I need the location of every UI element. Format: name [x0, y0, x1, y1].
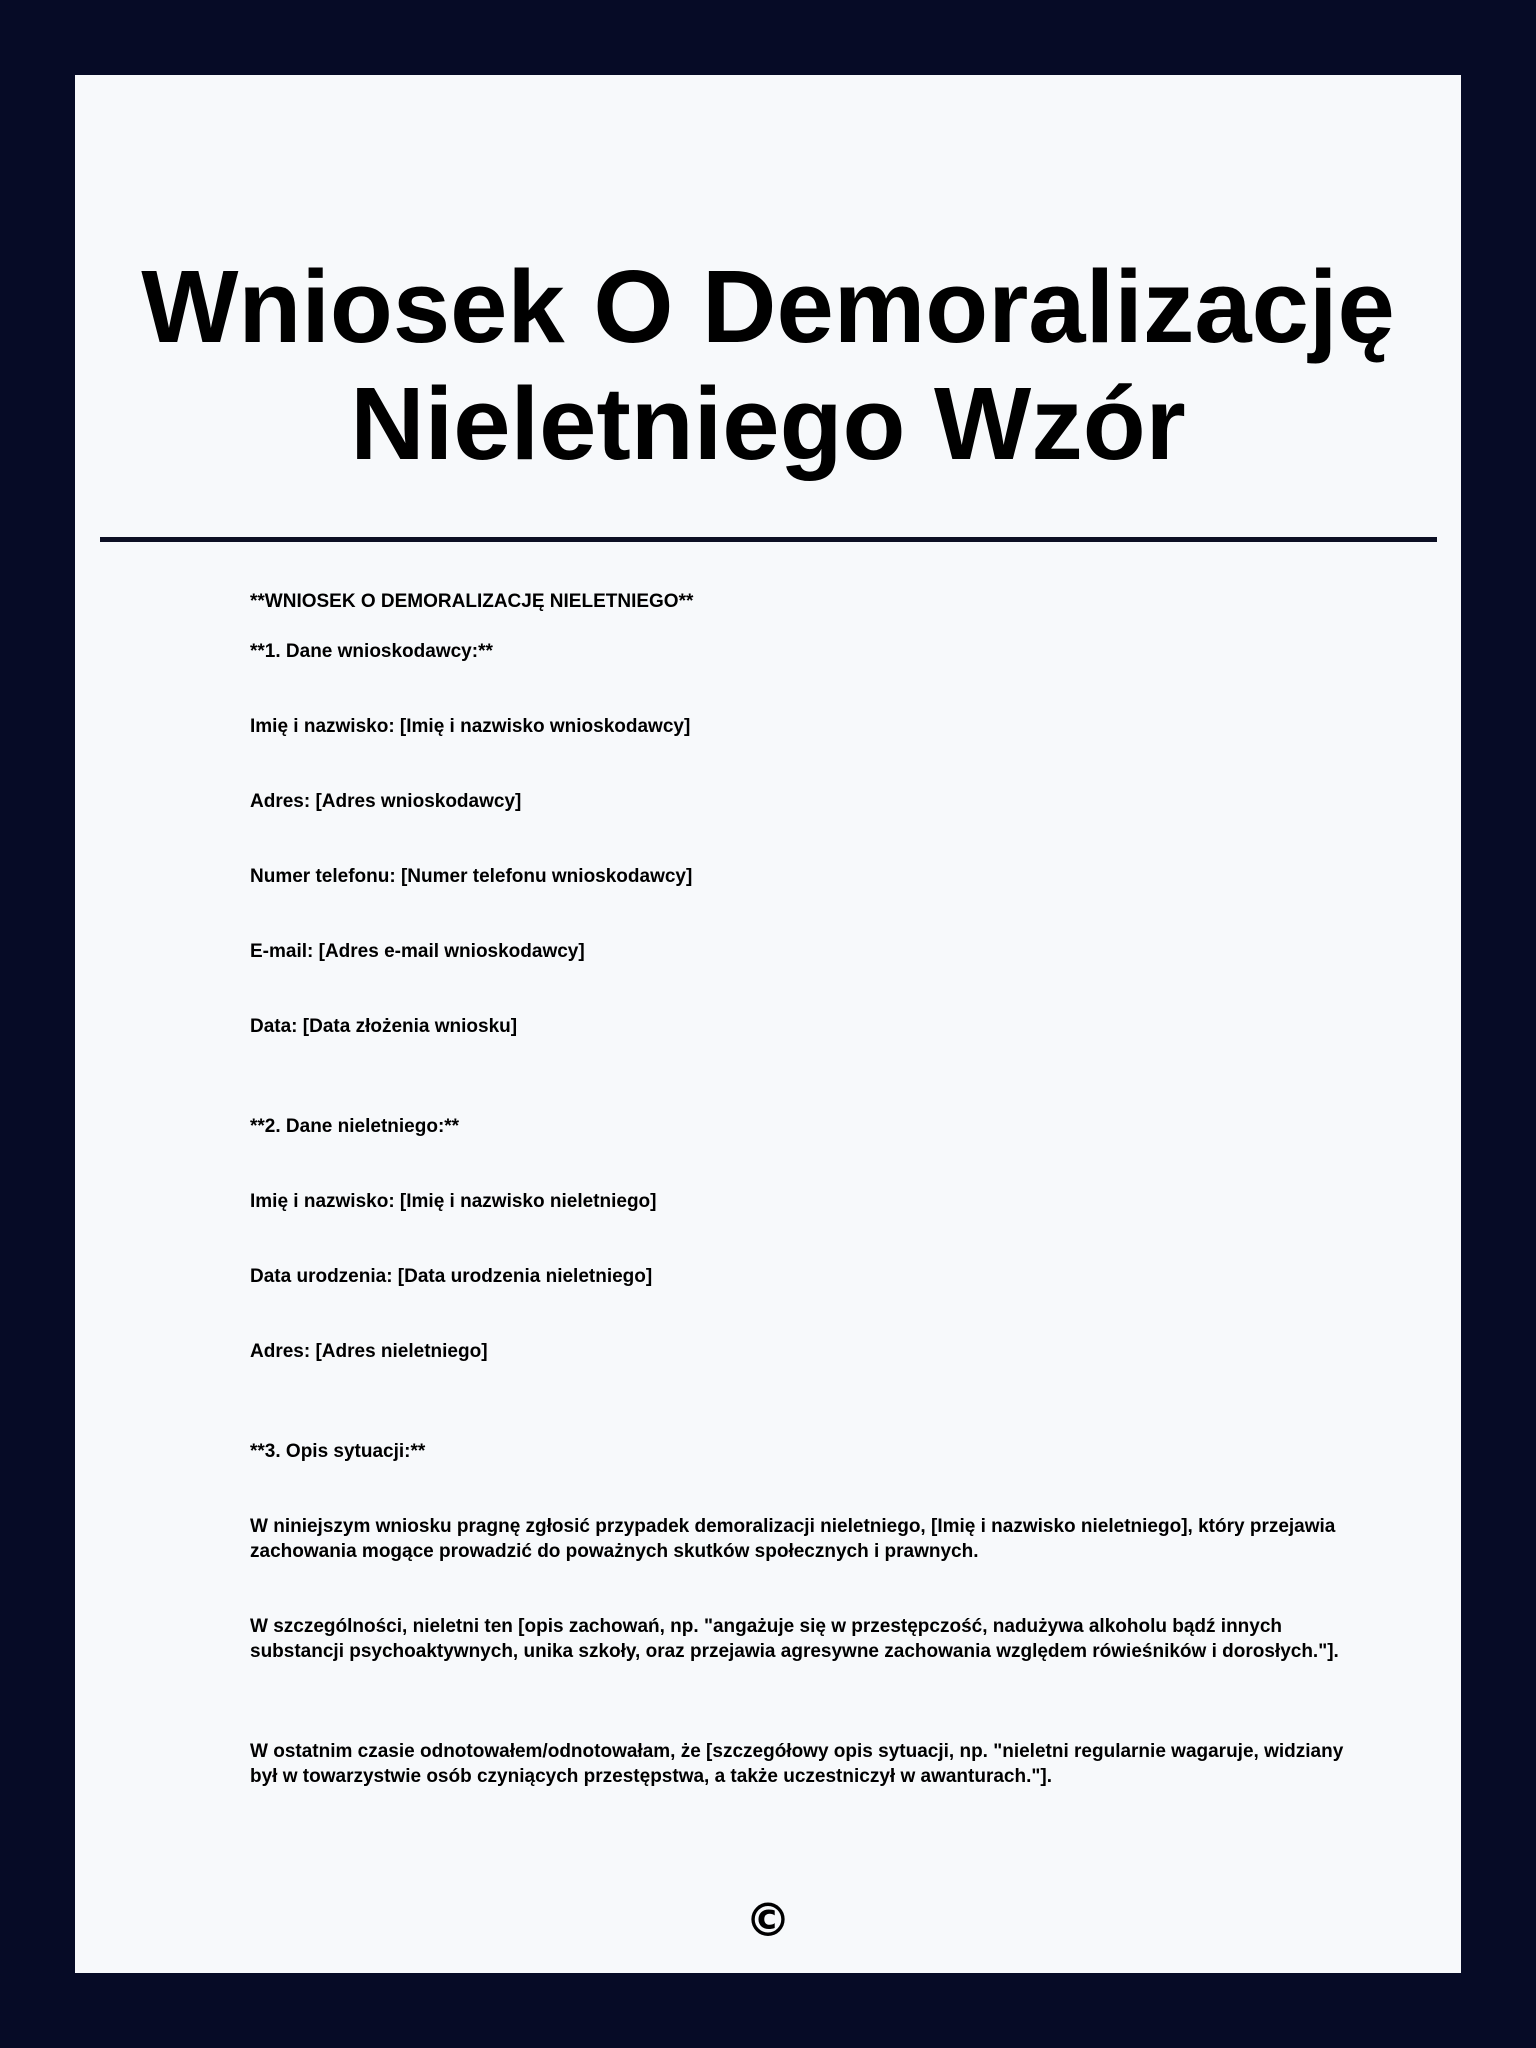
application-date-line: Data: [Data złożenia wniosku] — [250, 1016, 518, 1037]
document-title-line-1: Wniosek O Demoralizację — [141, 249, 1395, 364]
situation-paragraph-2: W szczególności, nieletni ten [opis zachowań, np. "angażuje się w przestępczość, nadużywa alkoholu bądź innych substancji psychoaktywnych, unika szkoły, oraz przejawia agresywne zachowania względem rówieśników i dorosłych."]. — [250, 1616, 1339, 1662]
document-title-line-2: Nieletniego Wzór — [350, 366, 1186, 481]
document-heading: **WNIOSEK O DEMORALIZACJĘ NIELETNIEGO** — [250, 591, 694, 612]
section-1-heading: **1. Dane wnioskodawcy:** — [250, 641, 493, 662]
minor-name-line: Imię i nazwisko: [Imię i nazwisko nieletniego] — [250, 1191, 657, 1212]
applicant-address-line: Adres: [Adres wnioskodawcy] — [250, 791, 522, 812]
document-title — [75, 248, 1461, 482]
applicant-phone-line: Numer telefonu: [Numer telefonu wnioskodawcy] — [250, 866, 693, 887]
section-3-heading: **3. Opis sytuacji:** — [250, 1441, 426, 1462]
situation-paragraph-1: W niniejszym wniosku pragnę zgłosić przypadek demoralizacji nieletniego, [Imię i nazwisko nieletniego], który przejawia zachowania mogące prowadzić do poważnych skutków społecznych i prawnych. — [250, 1516, 1336, 1562]
title-divider — [100, 537, 1437, 542]
situation-paragraph-3: W ostatnim czasie odnotowałem/odnotowałam, że [szczegółowy opis sytuacji, np. "nieletni regularnie wagaruje, widziany był w towarzystwie osób czyniących przestępstwa, a także uczestniczył w awanturach."]. — [250, 1741, 1344, 1787]
applicant-email-line: E-mail: [Adres e-mail wnioskodawcy] — [250, 941, 585, 962]
minor-birth-date-line: Data urodzenia: [Data urodzenia nieletniego] — [250, 1266, 653, 1287]
section-2-heading: **2. Dane nieletniego:** — [250, 1116, 460, 1137]
applicant-name-line: Imię i nazwisko: [Imię i nazwisko wnioskodawcy] — [250, 716, 691, 737]
document-page — [75, 75, 1461, 1973]
minor-address-line: Adres: [Adres nieletniego] — [250, 1341, 488, 1362]
copyright-icon: © — [745, 1893, 791, 1947]
